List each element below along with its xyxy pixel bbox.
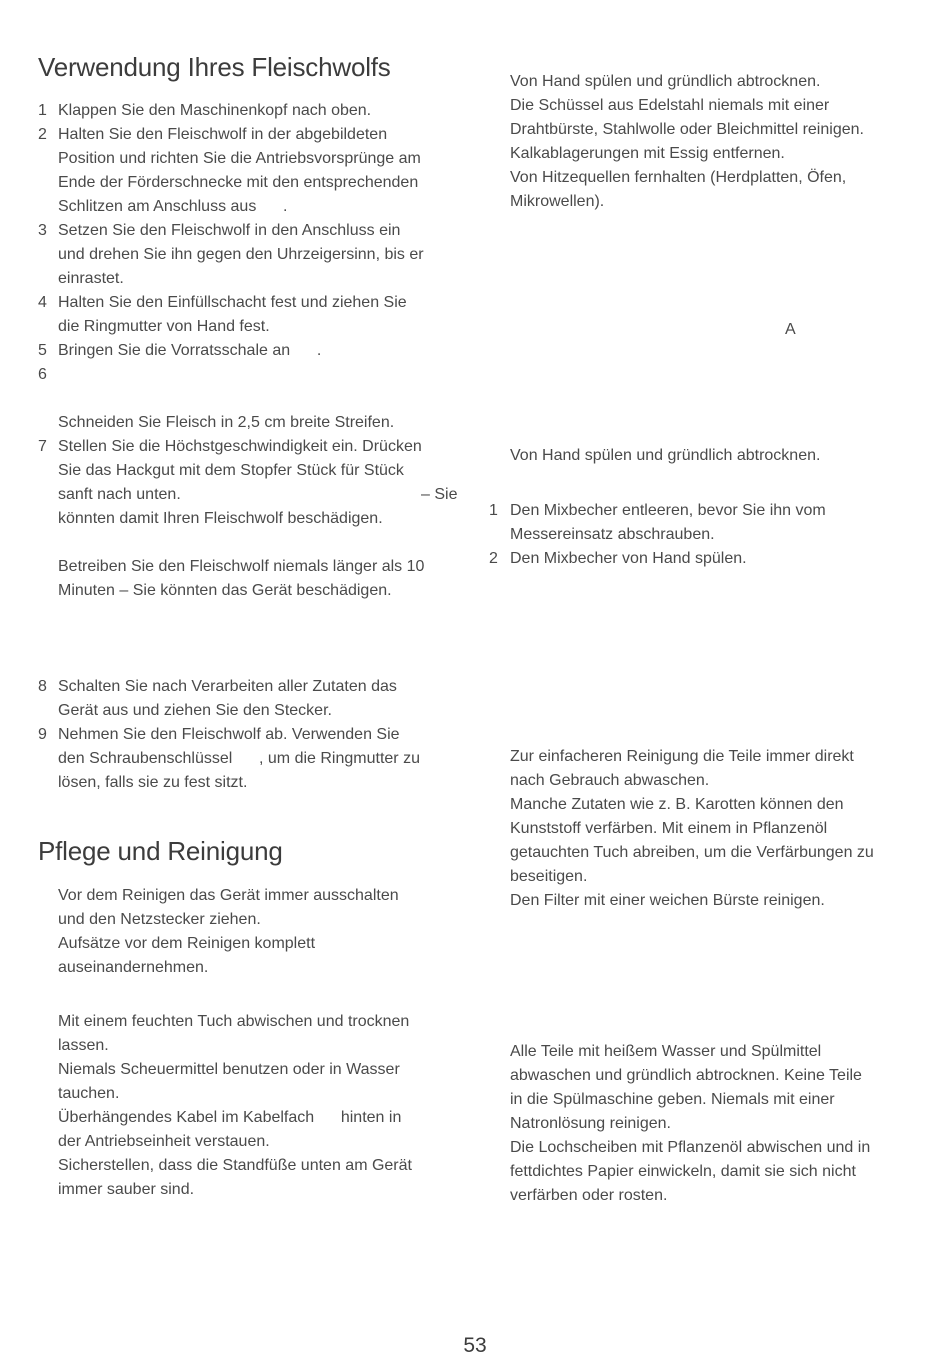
- care-text: und den Netzstecker ziehen.: [58, 911, 261, 928]
- right-text: fettdichtes Papier einwickeln, damit sie sich nicht: [510, 1163, 856, 1180]
- step-text-dash: – Sie: [421, 486, 458, 503]
- care-text: Mit einem feuchten Tuch abwischen und trocknen: [58, 1013, 410, 1030]
- care-text: auseinandernehmen.: [58, 959, 209, 976]
- step-text: die Ringmutter von Hand fest.: [58, 318, 270, 335]
- right-text: Manche Zutaten wie z. B. Karotten können den: [510, 796, 844, 813]
- right-text: Kalkablagerungen mit Essig entfernen.: [510, 145, 785, 162]
- care-text: Überhängendes Kabel im Kabelfach hinten in: [58, 1109, 402, 1126]
- step-text: einrastet.: [58, 270, 124, 287]
- step-text: lösen, falls sie zu fest sitzt.: [58, 774, 248, 791]
- step-number: 7: [38, 438, 47, 455]
- step-number: 8: [38, 678, 47, 695]
- right-text: Alle Teile mit heißem Wasser und Spülmittel: [510, 1043, 822, 1060]
- step-text: sanft nach unten.: [58, 486, 181, 503]
- step-text: Gerät aus und ziehen Sie den Stecker.: [58, 702, 332, 719]
- right-text: Den Filter mit einer weichen Bürste reinigen.: [510, 892, 825, 909]
- step-text: Setzen Sie den Fleischwolf in den Anschluss ein: [58, 222, 401, 239]
- step-number: 2: [489, 550, 498, 567]
- note-text: Betreiben Sie den Fleischwolf niemals länger als 10: [58, 558, 425, 575]
- step-text: Sie das Hackgut mit dem Stopfer Stück für Stück: [58, 462, 404, 479]
- step-text: Bringen Sie die Vorratsschale an .: [58, 342, 322, 359]
- right-text: verfärben oder rosten.: [510, 1187, 668, 1204]
- care-text: lassen.: [58, 1037, 109, 1054]
- right-text: Natronlösung reinigen.: [510, 1115, 671, 1132]
- right-text: Von Hand spülen und gründlich abtrocknen.: [510, 447, 821, 464]
- step-number: 1: [489, 502, 498, 519]
- right-text: Die Schüssel aus Edelstahl niemals mit einer: [510, 97, 830, 114]
- care-text: der Antriebseinheit verstauen.: [58, 1133, 270, 1150]
- step-text: Messereinsatz abschrauben.: [510, 526, 715, 543]
- letter-a-label: A: [785, 321, 796, 338]
- step-number: 9: [38, 726, 47, 743]
- page-number: 53: [463, 1334, 487, 1357]
- step-text: Ende der Förderschnecke mit den entsprechenden: [58, 174, 419, 191]
- right-text: Mikrowellen).: [510, 193, 605, 210]
- section-heading-care: Pflege und Reinigung: [38, 836, 283, 866]
- step-number: 3: [38, 222, 47, 239]
- care-text: Niemals Scheuermittel benutzen oder in Wasser: [58, 1061, 400, 1078]
- care-text: tauchen.: [58, 1085, 120, 1102]
- step-text: Schalten Sie nach Verarbeiten aller Zutaten das: [58, 678, 397, 695]
- care-text: Sicherstellen, dass die Standfüße unten am Gerät: [58, 1157, 412, 1174]
- right-text: getauchten Tuch abreiben, um die Verfärbungen zu: [510, 844, 874, 861]
- step-text: könnten damit Ihren Fleischwolf beschädigen.: [58, 510, 383, 527]
- note-text: Minuten – Sie könnten das Gerät beschädigen.: [58, 582, 392, 599]
- step-text: Den Mixbecher von Hand spülen.: [510, 550, 747, 567]
- step-text: Klappen Sie den Maschinenkopf nach oben.: [58, 102, 372, 119]
- right-text: abwaschen und gründlich abtrocknen. Keine Teile: [510, 1067, 862, 1084]
- step-text: Schlitzen am Anschluss aus .: [58, 198, 288, 215]
- step-number: 4: [38, 294, 47, 311]
- step-number: 1: [38, 102, 47, 119]
- step-text: Halten Sie den Fleischwolf in der abgebildeten: [58, 126, 388, 143]
- step-text: Den Mixbecher entleeren, bevor Sie ihn vom: [510, 502, 826, 519]
- right-text: Kunststoff verfärben. Mit einem in Pflanzenöl: [510, 820, 828, 837]
- right-text: Die Lochscheiben mit Pflanzenöl abwischen und in: [510, 1139, 871, 1156]
- right-text: in die Spülmaschine geben. Niemals mit einer: [510, 1091, 835, 1108]
- step-text: den Schraubenschlüssel , um die Ringmutter zu: [58, 750, 420, 767]
- step-text: Halten Sie den Einfüllschacht fest und ziehen Sie: [58, 294, 407, 311]
- step-text: Position und richten Sie die Antriebsvorsprünge am: [58, 150, 421, 167]
- right-text: beseitigen.: [510, 868, 588, 885]
- step-text: und drehen Sie ihn gegen den Uhrzeigersinn, bis er: [58, 246, 424, 263]
- right-text: Von Hitzequellen fernhalten (Herdplatten, Öfen,: [510, 169, 847, 186]
- step-number: 6: [38, 366, 47, 383]
- right-text: Zur einfacheren Reinigung die Teile immer direkt: [510, 748, 854, 765]
- right-text: Von Hand spülen und gründlich abtrocknen.: [510, 73, 821, 90]
- step-number: 2: [38, 126, 47, 143]
- right-text: nach Gebrauch abwaschen.: [510, 772, 710, 789]
- care-text: immer sauber sind.: [58, 1181, 195, 1198]
- step-number: 5: [38, 342, 47, 359]
- step-text: Schneiden Sie Fleisch in 2,5 cm breite Streifen.: [58, 414, 395, 431]
- care-text: Aufsätze vor dem Reinigen komplett: [58, 935, 316, 952]
- care-text: Vor dem Reinigen das Gerät immer ausschalten: [58, 887, 399, 904]
- step-text: Stellen Sie die Höchstgeschwindigkeit ein. Drücken: [58, 438, 422, 455]
- step-text: Nehmen Sie den Fleischwolf ab. Verwenden Sie: [58, 726, 400, 743]
- right-text: Drahtbürste, Stahlwolle oder Bleichmittel reinigen.: [510, 121, 864, 138]
- section-heading-usage: Verwendung Ihres Fleischwolfs: [38, 52, 391, 82]
